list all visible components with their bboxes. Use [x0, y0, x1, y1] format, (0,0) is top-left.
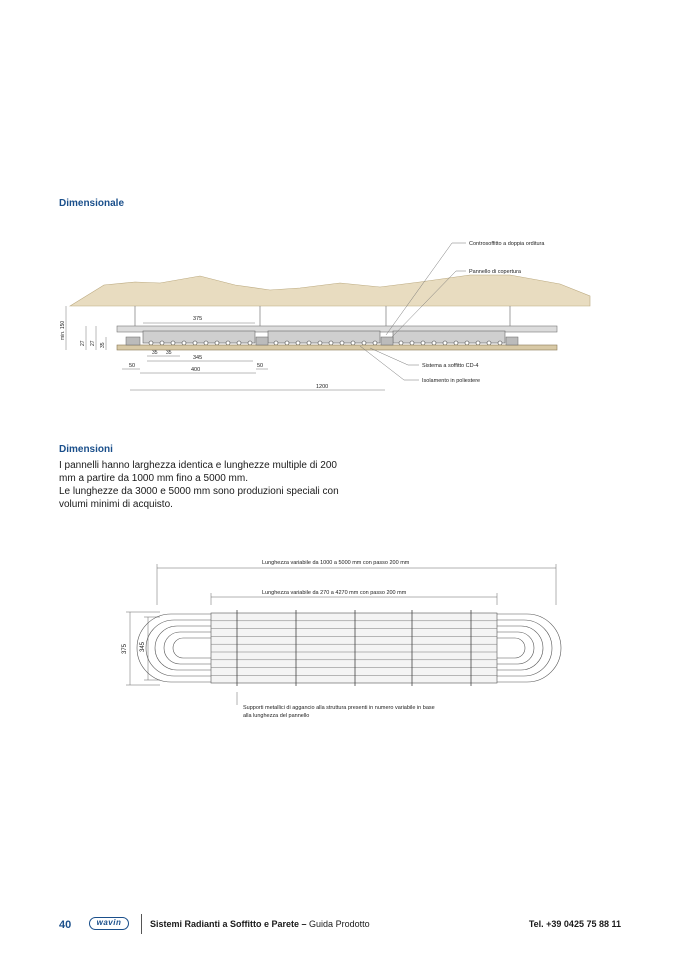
pipe-circle: [465, 341, 469, 345]
para-line-1: I pannelli hanno larghezza identica e lunghezze multiple di 200: [59, 460, 337, 471]
pipe-loop-right: [497, 632, 534, 664]
pipe-circle: [362, 341, 366, 345]
pipe-circle: [215, 341, 219, 345]
dim-50-right: 50: [257, 363, 264, 369]
label-pannello: Pannello di copertura: [469, 269, 521, 275]
dimensioni-paragraph: [59, 459, 359, 511]
footer-title-rest: Guida Prodotto: [306, 919, 370, 929]
pipe-loop-left: [146, 620, 211, 676]
pipe-loop-left: [164, 632, 211, 664]
page-footer: [0, 912, 678, 938]
label-length-inner: Lunghezza variabile da 270 a 4270 mm con passo 200 mm: [262, 590, 407, 596]
page-number: 40: [59, 919, 72, 931]
label-controsoffitto: Controsoffitto a doppia orditura: [469, 241, 545, 247]
wavin-logo: wavin: [89, 917, 129, 930]
leader-lines: [360, 243, 466, 380]
note-line2: alla lunghezza del pannello: [243, 713, 310, 719]
plan-diagram: [122, 560, 561, 719]
pipe-loop-right: [497, 638, 525, 658]
pipe-circle: [454, 341, 458, 345]
dim-35-vertical: 35: [100, 342, 106, 348]
pipe-loop-right: [497, 614, 561, 682]
roof-mass: [70, 275, 590, 306]
pipe-circle: [487, 341, 491, 345]
pipe-circle: [340, 341, 344, 345]
pipe-loop-right: [497, 626, 543, 670]
pipe-circle: [432, 341, 436, 345]
dim-27-b: 27: [90, 340, 96, 346]
section-title-dimensionale: Dimensionale: [59, 198, 125, 209]
pipe-circle: [160, 341, 164, 345]
dim-400: 400: [191, 367, 201, 373]
pipe-circle: [443, 341, 447, 345]
pipe-circle: [318, 341, 322, 345]
pipe-loop-left: [155, 626, 211, 670]
label-sistema: Sistema a soffitto CD-4: [422, 363, 479, 369]
pipe-circle: [285, 341, 289, 345]
footer-title-bold: Sistemi Radianti a Soffitto e Parete –: [150, 919, 307, 929]
pipe-circle: [171, 341, 175, 345]
dim-min-150: min. 150: [60, 320, 66, 340]
dim-375: 375: [193, 316, 203, 322]
pipe-circle: [373, 341, 377, 345]
pipe-circle: [421, 341, 425, 345]
pipe-circle: [476, 341, 480, 345]
dim-35-a: 35: [152, 350, 158, 356]
ceiling-board: [117, 345, 557, 350]
pipe-circle: [182, 341, 186, 345]
para-line-2: mm a partire da 1000 mm fino a 5000 mm.: [59, 473, 248, 484]
dim-375-plan: 375: [122, 643, 128, 654]
pipe-loop-left: [173, 638, 211, 658]
pipe-circle: [193, 341, 197, 345]
dim-27-a: 27: [80, 340, 86, 346]
note-line1: Supporti metallici di aggancio alla struttura presenti in numero variabile in base: [243, 705, 435, 711]
pipe-circle: [498, 341, 502, 345]
dim-345-plan: 345: [140, 641, 146, 652]
pipe-circle: [399, 341, 403, 345]
para-line-3: Le lunghezze da 3000 e 5000 mm sono produzioni speciali con: [59, 486, 339, 497]
section-title-dimensioni: Dimensioni: [59, 444, 113, 455]
pipe-circle: [204, 341, 208, 345]
pipe-circle: [329, 341, 333, 345]
pipe-circle: [410, 341, 414, 345]
pipe-circle: [226, 341, 230, 345]
dim-345: 345: [193, 355, 203, 361]
radiant-panels: [143, 331, 505, 343]
footer-phone: Tel. +39 0425 75 88 11: [528, 919, 621, 929]
dim-35-b: 35: [166, 350, 172, 356]
footer-title: [150, 919, 370, 929]
para-line-4: volumi minimi di acquisto.: [59, 499, 173, 510]
pipe-loop-right: [497, 620, 552, 676]
label-isolamento: Isolamento in poliestere: [422, 378, 481, 384]
pipe-circle: [274, 341, 278, 345]
pipe-circle: [237, 341, 241, 345]
pipe-circle: [351, 341, 355, 345]
pipe-circle: [307, 341, 311, 345]
dim-1200: 1200: [316, 384, 329, 390]
label-length-outer: Lunghezza variabile da 1000 a 5000 mm con passo 200 mm: [262, 560, 410, 566]
pipe-circle: [296, 341, 300, 345]
pipe-circle: [149, 341, 153, 345]
dim-50-left: 50: [129, 363, 136, 369]
pipe-circle: [248, 341, 252, 345]
footer-divider: [141, 914, 142, 934]
